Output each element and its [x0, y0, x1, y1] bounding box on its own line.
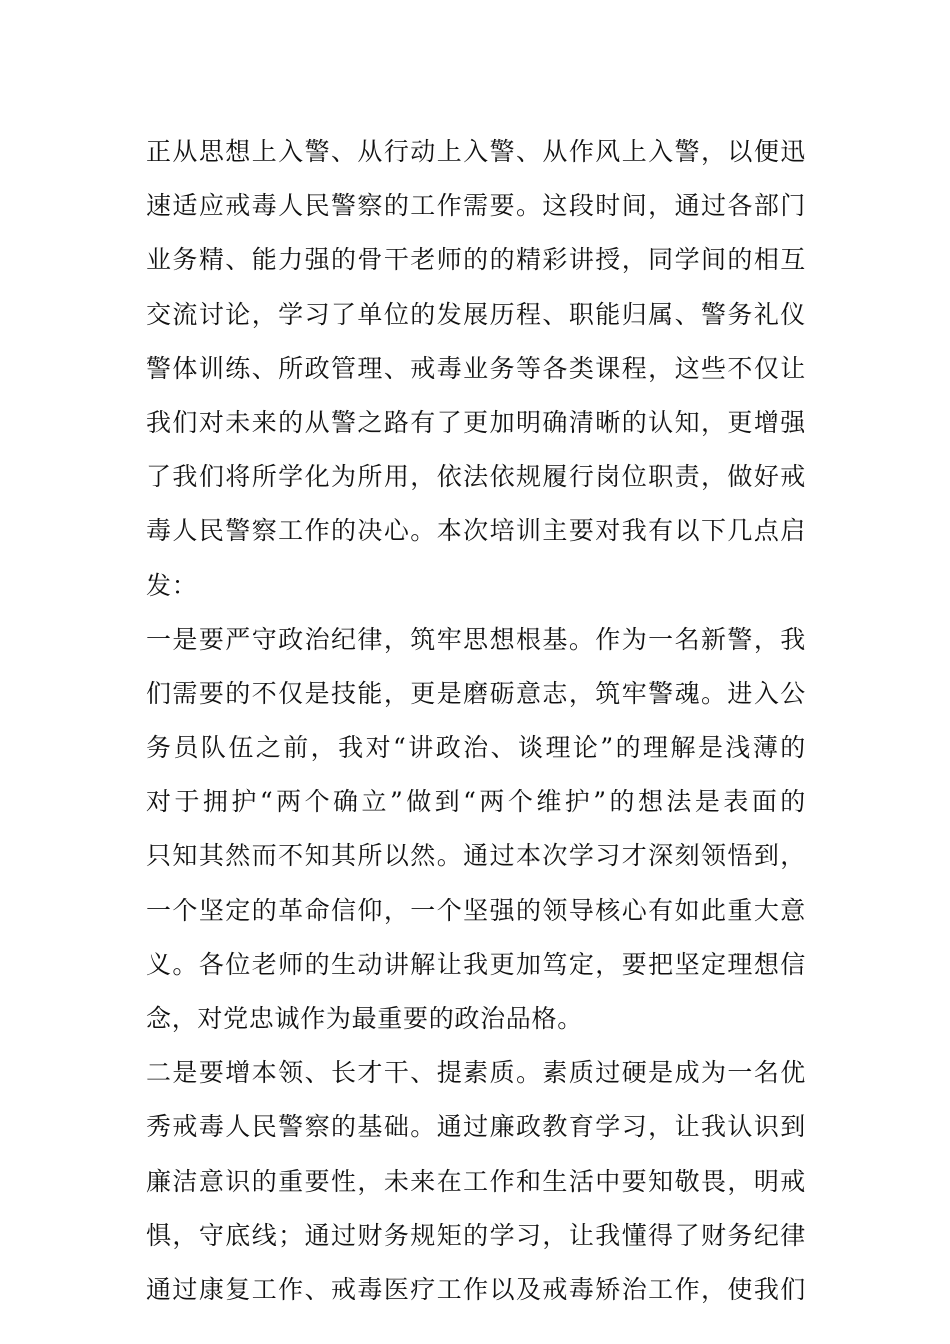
text-line: 了我们将所学化为所用，依法依规履行岗位职责，做好戒 [146, 462, 806, 492]
text-line: 正从思想上入警、从行动上入警、从作风上入警，以便迅 [146, 137, 806, 166]
text-line: 廉洁意识的重要性，未来在工作和生活中要知敬畏，明戒 [146, 1166, 806, 1196]
text-line: 发： [146, 570, 198, 600]
text-line: 警体训练、所政管理、戒毒业务等各类课程，这些不仅让 [146, 353, 806, 383]
text-line: 毒人民警察工作的决心。本次培训主要对我有以下几点启 [146, 516, 806, 546]
document-body [146, 125, 806, 1317]
text-line: 对于拥护“两个确立”做到“两个维护”的想法是表面的 [146, 787, 806, 817]
text-line: 速适应戒毒人民警察的工作需要。这段时间，通过各部门 [146, 191, 806, 221]
text-line: 一是要严守政治纪律，筑牢思想根基。作为一名新警，我 [146, 624, 806, 654]
text-line: 通过康复工作、戒毒医疗工作以及戒毒矫治工作，使我们 [146, 1274, 806, 1304]
text-line: 一个坚定的革命信仰，一个坚强的领导核心有如此重大意 [146, 895, 806, 925]
text-line: 二是要增本领、长才干、提素质。素质过硬是成为一名优 [146, 1058, 806, 1088]
text-line: 义。各位老师的生动讲解让我更加笃定，要把坚定理想信 [146, 949, 806, 979]
text-line: 们需要的不仅是技能，更是磨砺意志，筑牢警魂。进入公 [146, 678, 806, 708]
text-line: 秀戒毒人民警察的基础。通过廉政教育学习，让我认识到 [146, 1112, 806, 1142]
text-line: 我们对未来的从警之路有了更加明确清晰的认知，更增强 [146, 407, 806, 437]
text-line: 只知其然而不知其所以然。通过本次学习才深刻领悟到， [146, 841, 806, 871]
text-line: 务员队伍之前，我对“讲政治、谈理论”的理解是浅薄的 [146, 733, 806, 763]
text-line: 业务精、能力强的骨干老师的的精彩讲授，同学间的相互 [146, 245, 806, 275]
text-line: 交流讨论，学习了单位的发展历程、职能归属、警务礼仪 [146, 299, 806, 329]
text-line: 惧，守底线；通过财务规矩的学习，让我懂得了财务纪律 [146, 1220, 806, 1250]
text-line: 念，对党忠诚作为最重要的政治品格。 [146, 1004, 583, 1033]
